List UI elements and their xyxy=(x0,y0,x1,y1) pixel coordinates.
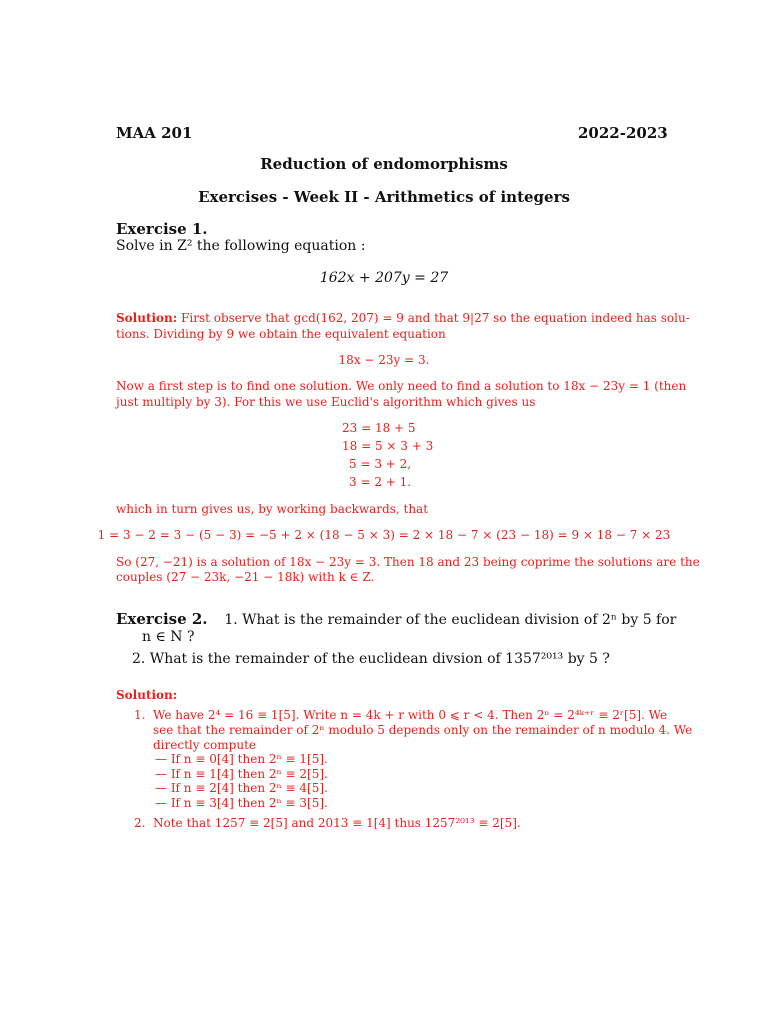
reduced-equation: 18x − 23y = 3. xyxy=(338,353,430,367)
solution-1-para-2-line-1: Now a first step is to find one solution. We only need to find a solution to 18x − 23y = 1 (then xyxy=(116,379,687,393)
working-backwards-text: which in turn gives us, by working backwards, that xyxy=(116,502,429,516)
case-list-item: — If n ≡ 0[4] then 2ⁿ ≡ 1[5]. xyxy=(155,752,328,766)
exercise-1-equation: 162x + 207y = 27 xyxy=(319,270,449,286)
euclid-step: 18 = 5 × 3 + 3 xyxy=(342,439,434,453)
exercise-2-question-1-cont: n ∈ N ? xyxy=(142,629,195,645)
academic-year: 2022-2023 xyxy=(578,124,668,142)
case-list-item: — If n ≡ 3[4] then 2ⁿ ≡ 3[5]. xyxy=(155,796,328,810)
exercise-2-label: Exercise 2. xyxy=(116,610,208,628)
solution-2-item-2-text: Note that 1257 ≡ 2[5] and 2013 ≡ 1[4] thus 1257²⁰¹³ ≡ 2[5]. xyxy=(153,816,521,830)
solution-2-item-2-number: 2. xyxy=(134,816,146,830)
exercise-1-prompt: Solve in Z² the following equation : xyxy=(116,238,366,254)
solution-2-item-1-line-2: see that the remainder of 2ⁿ modulo 5 depends only on the remainder of n modulo 4. We xyxy=(153,723,693,737)
solution-2-item-1-line-3: directly compute xyxy=(153,738,256,752)
document-subtitle: Exercises - Week II - Arithmetics of integers xyxy=(198,188,570,206)
exercise-2-line-1 xyxy=(116,610,676,628)
course-code: MAA 201 xyxy=(116,124,193,142)
solution-1-line-2: tions. Dividing by 9 we obtain the equivalent equation xyxy=(116,327,446,341)
solution-1-text-1: First observe that gcd(162, 207) = 9 and that 9|27 so the equation indeed has solu- xyxy=(181,311,690,325)
euclid-step: 23 = 18 + 5 xyxy=(342,421,416,435)
conclusion-line-1: So (27, −21) is a solution of 18x − 23y = 3. Then 18 and 23 being coprime the solutions are the xyxy=(116,555,700,569)
document-title: Reduction of endomorphisms xyxy=(260,155,508,173)
solution-2-label: Solution: xyxy=(116,688,178,702)
exercise-2-question-1: 1. What is the remainder of the euclidean division of 2ⁿ by 5 for xyxy=(224,612,677,628)
solution-2-item-1-line-1: We have 2⁴ = 16 ≡ 1[5]. Write n = 4k + r with 0 ⩽ r < 4. Then 2ⁿ = 2⁴ᵏ⁺ʳ ≡ 2ʳ[5]. We xyxy=(153,708,668,722)
euclid-step: 5 = 3 + 2, xyxy=(349,457,412,471)
solution-1-para-2-line-2: just multiply by 3). For this we use Euclid's algorithm which gives us xyxy=(116,395,536,409)
case-list-item: — If n ≡ 2[4] then 2ⁿ ≡ 4[5]. xyxy=(155,781,328,795)
conclusion-line-2: couples (27 − 23k, −21 − 18k) with k ∈ Z. xyxy=(116,570,375,584)
euclid-step: 3 = 2 + 1. xyxy=(349,475,412,489)
case-list-item: — If n ≡ 1[4] then 2ⁿ ≡ 2[5]. xyxy=(155,767,328,781)
exercise-2-question-2: 2. What is the remainder of the euclidean divsion of 1357²⁰¹³ by 5 ? xyxy=(132,651,610,667)
solution-1-line-1 xyxy=(116,311,690,325)
euclid-algorithm xyxy=(342,421,433,493)
exercise-1-label: Exercise 1. xyxy=(116,220,208,238)
solution-1-label: Solution: xyxy=(116,311,178,325)
back-substitution-equation: 1 = 3 − 2 = 3 − (5 − 3) = −5 + 2 × (18 − 5 × 3) = 2 × 18 − 7 × (23 − 18) = 9 × 18 − 7 × 23 xyxy=(97,528,671,542)
solution-2-item-1-number: 1. xyxy=(134,708,146,722)
